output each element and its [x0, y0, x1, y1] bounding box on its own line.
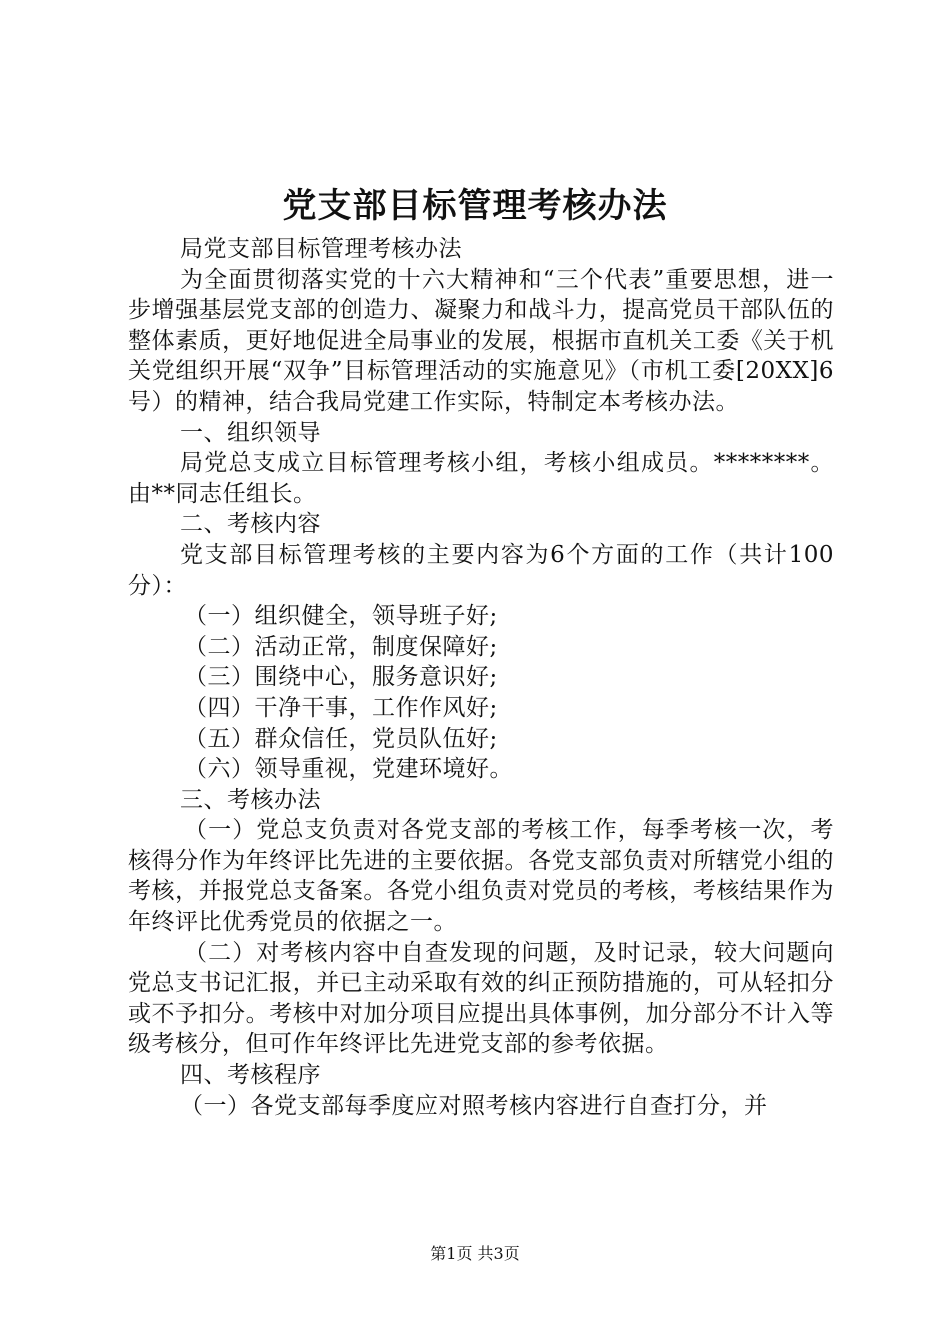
section-heading-content: 二、考核内容 — [180, 511, 321, 538]
paragraph-organization: 局党总支成立目标管理考核小组，考核小组成员。********。由**同志任组长。 — [128, 450, 834, 507]
list-item: （一）组织健全，领导班子好; — [184, 603, 498, 630]
page-title: 党支部目标管理考核办法 — [282, 186, 668, 226]
paragraph-method-1: （一）党总支负责对各党支部的考核工作，每季考核一次，考核得分作为年终评比先进的主要依据。各党支部负责对所辖党小组的考核，并报党总支备案。各党小组负责对党员的考核，考核结果作为年终评比优秀党员的依据之一。 — [128, 817, 834, 936]
page-footer: 第1页 共3页 — [430, 1244, 520, 1263]
list-item: （五）群众信任，党员队伍好; — [184, 725, 498, 752]
section-heading-organization: 一、组织领导 — [180, 419, 321, 446]
paragraph-intro: 为全面贯彻落实党的十六大精神和“三个代表”重要思想，进一步增强基层党支部的创造力、凝聚力和战斗力，提高党员干部队伍的整体素质，更好地促进全局事业的发展，根据市直机关工委《关于机关党组织开展“双争”目标管理活动的实施意见》（市机工委[20XX]6号）的精神，结合我局党建工作实际，特制定本考核办法。 — [128, 266, 834, 415]
list-item: （六）领导重视，党建环境好。 — [184, 756, 513, 783]
paragraph-procedure-1: （一）各党支部每季度应对照考核内容进行自查打分，并 — [180, 1092, 768, 1119]
document-body — [128, 234, 834, 1121]
list-item: （三）围绕中心，服务意识好; — [184, 664, 498, 691]
section-heading-procedure: 四、考核程序 — [180, 1062, 321, 1089]
paragraph-subtitle: 局党支部目标管理考核办法 — [180, 236, 462, 262]
list-item: （二）活动正常，制度保障好; — [184, 633, 498, 660]
list-item: （四）干净干事，工作作风好; — [184, 694, 498, 721]
paragraph-method-2: （二）对考核内容中自查发现的问题，及时记录，较大问题向党总支书记汇报，并已主动采取有效的纠正预防措施的，可从轻扣分或不予扣分。考核中对加分项目应提出具体事例，加分部分不计入等级考核分，但可作年终评比先进党支部的参考依据。 — [128, 939, 834, 1058]
paragraph-content: 党支部目标管理考核的主要内容为6个方面的工作（共计100分）： — [128, 541, 834, 599]
section-heading-method: 三、考核办法 — [180, 786, 321, 813]
